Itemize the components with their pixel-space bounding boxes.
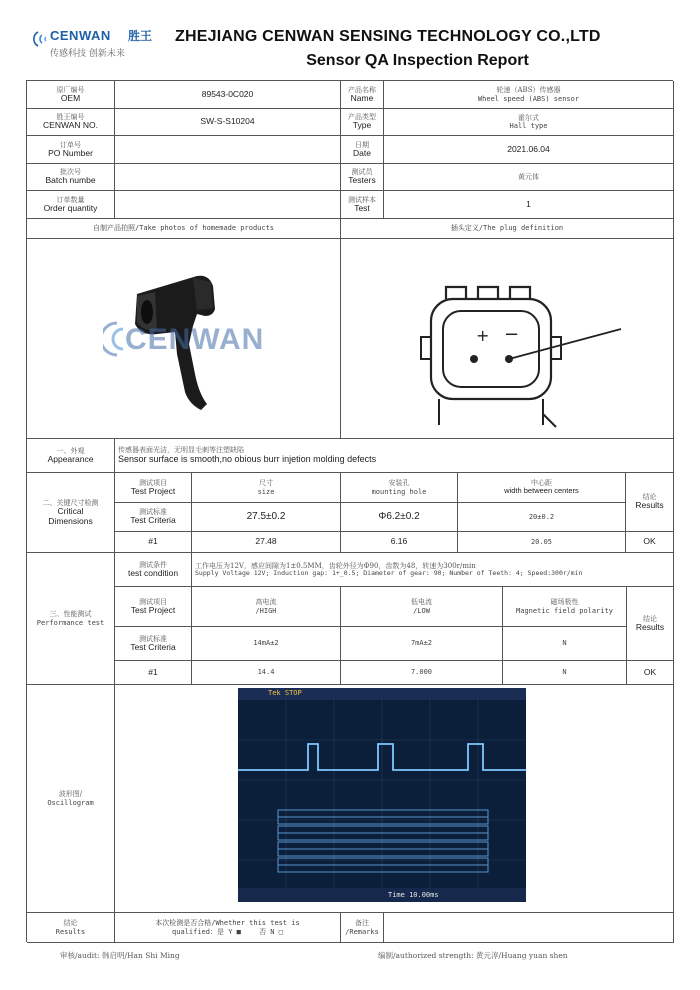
scope-bottom-text: Time 10.00ms [388, 891, 439, 899]
dim-res-hole-text: 6.16 [390, 536, 408, 547]
results-section [26, 912, 673, 942]
scope-top-bar [238, 688, 526, 700]
qualified-no-label: 否 N [259, 927, 275, 936]
results-label-en: Results [55, 927, 86, 936]
name-label-en: Name [350, 92, 374, 103]
name-label-cn: 产品名称 [348, 85, 376, 94]
perf-criteria-en: Test Criteria [130, 641, 176, 652]
dim-col-center-cn: 中心距 [531, 479, 552, 488]
appearance-text-en: Sensor surface is smooth,no obious burr injetion molding defects [118, 454, 377, 465]
type-value-cn: 霍尔式 [518, 113, 539, 122]
date-label-cn: 日期 [355, 140, 369, 149]
oem-value-text: 89543-0C020 [201, 88, 254, 99]
dimensions-label [27, 473, 115, 553]
perf-crit-high-text: 14mA±2 [253, 639, 279, 648]
no-checkbox[interactable]: □ [278, 927, 283, 936]
cenwan-no-label [27, 109, 115, 136]
perf-condition-label [115, 553, 192, 587]
dim-results-cn: 结论 [642, 493, 657, 502]
dim-crit-center [458, 503, 626, 532]
date-label [341, 136, 384, 164]
plug-definition [341, 239, 674, 439]
test-label-cn: 测试样本 [348, 195, 376, 204]
type-value-en: Hall type [509, 122, 548, 130]
perf-row-label-text: #1 [148, 666, 158, 677]
logo-tagline: 传感科技 创新未来 [50, 49, 125, 59]
appearance-text [115, 439, 674, 473]
perf-project-cn: 测试项目 [139, 597, 167, 606]
dim-res-size-text: 27.48 [255, 536, 277, 547]
report-header [0, 0, 700, 78]
batch-label [27, 164, 115, 191]
signal-waves-icon [30, 28, 52, 50]
batch-label-cn: 批次号 [60, 168, 81, 177]
appearance-label [27, 439, 115, 473]
cenwan-no-value [115, 109, 341, 136]
remarks-label [341, 913, 384, 943]
dim-col-size-en: size [257, 487, 275, 496]
cenwan-no-label-en: CENWAN NO. [43, 120, 98, 131]
photo-header-right [341, 219, 674, 239]
footer-authorized: 编制/authorized strength: 黄元淳/Huang yuan shen [378, 951, 568, 960]
dim-project-cn: 测试项目 [139, 478, 167, 487]
watermark-waves-icon [103, 319, 127, 359]
dim-res-center [458, 532, 626, 553]
po-label-en: PO Number [48, 147, 93, 158]
qualified-line [172, 928, 283, 936]
minus-pin-label: − [504, 324, 520, 345]
appearance-text-cn: 传感器表面光洁，无明显毛刺等注塑缺陷 [118, 446, 244, 455]
plus-pin-label: + [476, 326, 490, 345]
perf-res-low [341, 661, 503, 685]
qty-value [115, 191, 341, 219]
perf-col-low [341, 587, 503, 627]
scope-top-text: Tek STOP [268, 689, 302, 697]
results-label [27, 913, 115, 943]
perf-project-label [115, 587, 192, 627]
name-label [341, 81, 384, 109]
scope-waveform [238, 700, 526, 888]
plug-diagram [411, 259, 651, 429]
dim-project-label [115, 473, 192, 503]
logo-brand-cn: 胜王 [128, 29, 153, 43]
perf-res-polarity-text: N [562, 668, 567, 677]
qualified-text-cn: 本次检测是否合格/Whether this test is [155, 919, 300, 928]
remarks-value [384, 913, 674, 943]
testers-label-cn: 测试员 [351, 168, 373, 177]
cenwan-no-value-text: SW-S-S10204 [200, 116, 255, 127]
perf-crit-polarity [503, 627, 627, 661]
dim-col-hole [341, 473, 458, 503]
perf-col-high-en: /HIGH [255, 606, 277, 615]
report-title: Sensor QA Inspection Report [306, 52, 529, 69]
dim-results-en: Results [635, 500, 664, 511]
photo-section [26, 218, 673, 438]
testers-label [341, 164, 384, 191]
performance-label [27, 553, 115, 685]
dimensions-section [26, 472, 673, 552]
dim-crit-hole-text: Φ6.2±0.2 [378, 511, 420, 523]
footer-audit: 审核/audit: 韩启明/Han Shi Ming [60, 951, 180, 960]
perf-criteria-label [115, 627, 192, 661]
cenwan-watermark: CENWAN [125, 323, 265, 356]
perf-condition-text [192, 553, 674, 587]
oscillogram-label-en: Oscillogram [47, 798, 94, 807]
company-name: ZHEJIANG CENWAN SENSING TECHNOLOGY CO.,LTD [175, 28, 601, 45]
po-label [27, 136, 115, 164]
batch-label-en: Batch numbe [45, 175, 96, 186]
performance-label-cn: 三、性能测试 [49, 610, 92, 619]
perf-col-high [192, 587, 341, 627]
dim-criteria-en: Test Criteria [130, 515, 176, 526]
perf-condition-en: test condition [127, 567, 179, 578]
product-photo [27, 239, 341, 439]
name-value [384, 81, 674, 109]
oscillogram-label [27, 685, 115, 913]
perf-condition-text-en: Supply Voltage 12V; Induction gap: 1+_0.5; Diameter of gear: 90; Number of Teeth: 4; Speed:300r/min [195, 568, 583, 577]
appearance-label-cn: 一、外观 [56, 446, 85, 455]
perf-condition-cn: 测试条件 [139, 560, 167, 569]
perf-result-ok [627, 661, 674, 685]
qualified-yes-label: qualified：是 Y [172, 927, 233, 936]
dim-res-hole [341, 532, 458, 553]
perf-col-polarity [503, 587, 627, 627]
dimensions-label-en2: Dimensions [48, 515, 93, 526]
perf-col-polarity-en: Magnetic field polarity [516, 606, 613, 615]
perf-result-ok-text: OK [643, 666, 657, 677]
oem-label [27, 81, 115, 109]
dim-criteria-label [115, 503, 192, 532]
dim-res-size [192, 532, 341, 553]
dim-crit-size [192, 503, 341, 532]
perf-col-high-cn: 高电流 [255, 598, 277, 607]
dim-res-center-text: 20.05 [530, 537, 553, 546]
oem-value [115, 81, 341, 109]
test-value [384, 191, 674, 219]
oem-label-cn: 原厂编号 [56, 85, 85, 94]
performance-section [26, 552, 673, 684]
perf-results-label [627, 587, 674, 661]
performance-label-en: Performance test [36, 618, 105, 627]
company-logo [30, 26, 170, 60]
type-label-cn: 产品类型 [348, 113, 376, 122]
perf-row-label [115, 661, 192, 685]
dim-criteria-cn: 测试标准 [139, 508, 167, 517]
perf-col-polarity-cn: 磁场极性 [550, 598, 579, 607]
perf-col-low-cn: 低电流 [411, 598, 432, 607]
dim-crit-hole [341, 503, 458, 532]
dim-col-hole-cn: 安装孔 [388, 479, 410, 488]
date-value-text: 2021.06.04 [507, 143, 550, 154]
perf-crit-low-text: 7mA±2 [410, 639, 433, 648]
photo-header-left-text: 自制产品拍照/Take photos of homemade products [92, 224, 275, 233]
qty-label [27, 191, 115, 219]
dim-col-center [458, 473, 626, 503]
remarks-label-cn: 备注 [355, 919, 369, 928]
perf-res-high-text: 14.4 [257, 668, 275, 677]
date-label-en: Date [353, 147, 371, 158]
oscillogram-label-cn: 波形图/ [58, 790, 83, 799]
dim-project-en: Test Project [130, 485, 176, 496]
test-label [341, 191, 384, 219]
qty-label-en: Order quantity [43, 202, 98, 213]
photo-header-right-text: 插头定义/The plug definition [450, 224, 564, 233]
perf-results-cn: 结论 [643, 614, 657, 623]
info-table [26, 80, 673, 218]
yes-checkbox[interactable]: ■ [236, 927, 241, 936]
dim-col-size [192, 473, 341, 503]
dim-results-label [626, 473, 674, 532]
testers-value [384, 164, 674, 191]
perf-crit-high [192, 627, 341, 661]
type-value [384, 109, 674, 136]
oscilloscope-screenshot [238, 688, 526, 902]
name-value-en: Wheel speed (ABS) sensor [477, 94, 580, 103]
scope-bottom-bar [238, 888, 526, 902]
dim-result-ok-text: OK [643, 536, 656, 547]
perf-col-low-en: /LOW [413, 606, 430, 615]
dim-col-size-cn: 尺寸 [259, 479, 273, 488]
perf-condition-text-cn: 工作电压为12V，感应间隙为1±0.5MM，齿轮外径为Φ90，齿数为48，转速为300r/min [195, 561, 476, 570]
cenwan-no-label-cn: 胜王编号 [56, 113, 85, 122]
perf-res-low-text: 7.000 [410, 668, 433, 677]
appearance-label-en: Appearance [47, 453, 94, 464]
dim-row-label [115, 532, 192, 553]
date-value [384, 136, 674, 164]
remarks-label-en: /Remarks [345, 927, 379, 936]
dim-col-center-en: width between centers [504, 486, 579, 496]
dim-col-hole-en: mounting hole [371, 487, 427, 496]
qualified-statement [115, 913, 341, 943]
po-value [115, 136, 341, 164]
type-label [341, 109, 384, 136]
test-label-en: Test [354, 202, 370, 213]
perf-crit-low [341, 627, 503, 661]
dim-crit-center-text: 20±0.2 [528, 512, 555, 521]
dimensions-label-cn: 二、关键尺寸检测 [42, 498, 99, 507]
dimensions-label-en1: Critical [57, 505, 84, 516]
qty-label-cn: 订单数量 [56, 195, 85, 204]
results-label-cn: 结论 [63, 919, 78, 928]
testers-label-en: Testers [348, 175, 376, 186]
perf-res-high [192, 661, 341, 685]
perf-project-en: Test Project [130, 604, 176, 615]
appearance-section [26, 438, 673, 472]
dim-crit-size-text: 27.5±0.2 [246, 511, 286, 523]
po-label-cn: 订单号 [60, 140, 81, 149]
type-label-en: Type [352, 120, 372, 131]
perf-criteria-cn: 测试标准 [139, 634, 167, 643]
photo-header-left [27, 219, 341, 239]
test-value-text: 1 [526, 198, 531, 209]
name-value-cn: 轮速（ABS）传感器 [496, 86, 561, 95]
oem-label-en: OEM [60, 92, 81, 103]
perf-results-en: Results [635, 621, 665, 632]
dim-row-label-text: #1 [148, 536, 158, 547]
perf-res-polarity [503, 661, 627, 685]
dim-result-ok [626, 532, 674, 553]
testers-value-text: 黄元体 [518, 172, 539, 181]
batch-value [115, 164, 341, 191]
perf-crit-polarity-text: N [562, 639, 567, 648]
logo-brand: CENWAN [50, 28, 111, 43]
